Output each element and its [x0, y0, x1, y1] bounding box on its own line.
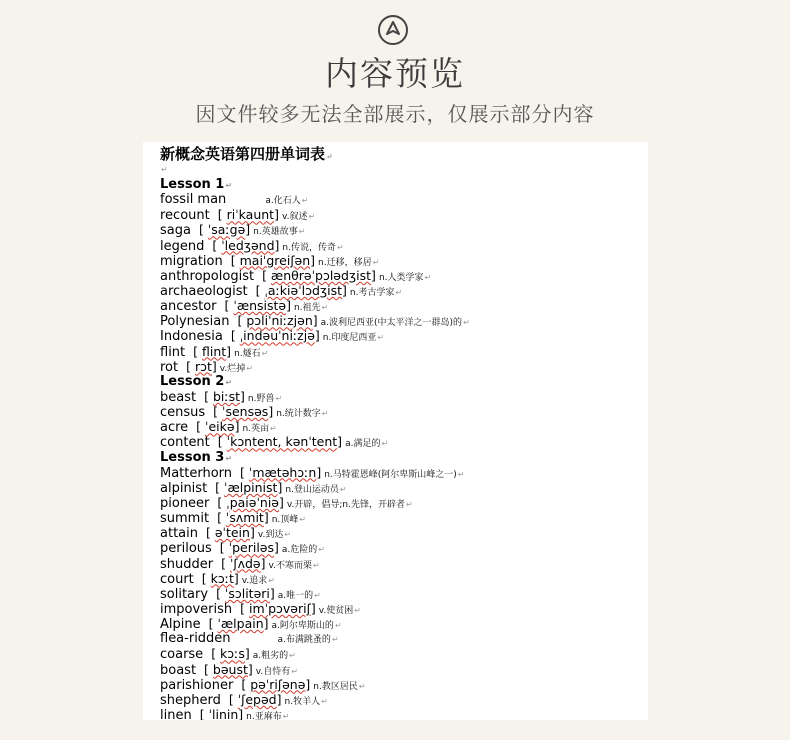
phonetic-text: ˈkɔntent, kənˈtent — [226, 434, 338, 450]
entry-word: pioneer — [160, 495, 210, 511]
phonetic-text: ˌaːkiəˈlɔdʒist — [264, 282, 343, 298]
phonetic-text: ˈperiləs — [228, 540, 275, 556]
entry-definition: a.化石人 — [265, 196, 301, 207]
entry-phonetic: [ ˈeikə] — [196, 419, 240, 435]
entry-word: solitary — [160, 586, 209, 602]
vocab-entry — [160, 556, 640, 571]
entry-word: alpinist — [160, 480, 208, 496]
paragraph-mark: ↵ — [314, 590, 321, 600]
paragraph-mark: ↵ — [299, 515, 306, 525]
vocab-entry — [160, 616, 640, 631]
paragraph-mark: ↵ — [313, 560, 320, 570]
entry-phonetic: [ ˈperiləs] — [219, 540, 279, 556]
entry-definition: n.燧石 — [234, 348, 261, 359]
lesson-label: Lesson 1 — [160, 177, 225, 192]
paragraph-mark: ↵ — [395, 287, 403, 297]
entry-definition: n.统计数字 — [276, 409, 321, 420]
vocab-entry — [160, 268, 640, 283]
vocab-entry — [160, 707, 640, 720]
entry-word: beast — [160, 389, 197, 405]
entry-word: summit — [160, 511, 210, 527]
paragraph-mark: ↵ — [331, 635, 339, 645]
vocab-entry — [160, 525, 640, 540]
entry-word: content — [160, 435, 210, 451]
phonetic-text: flint — [202, 343, 227, 359]
paragraph-mark: ↵ — [321, 409, 329, 419]
entry-definition: n.登山运动员 — [285, 484, 339, 495]
paragraph-mark: ↵ — [284, 530, 292, 540]
entry-phonetic: [ imˈpɔvəriʃ] — [240, 600, 316, 616]
entry-definition: n.人类学家 — [378, 272, 424, 283]
phonetic-text: ˈsʌmit — [225, 510, 264, 526]
paragraph-mark: ↵ — [463, 318, 470, 328]
preview-header — [0, 0, 790, 140]
vocab-entry — [160, 253, 640, 268]
phonetic-text: riˈkaunt — [226, 207, 275, 223]
entry-phonetic: [ ˈlinin] — [199, 706, 244, 720]
vocab-entry — [160, 495, 640, 510]
paragraph-mark: ↵ — [318, 545, 325, 555]
vocab-entry — [160, 238, 640, 253]
entry-word: parishioner — [160, 677, 234, 693]
paragraph-mark: ↵ — [308, 212, 316, 222]
entry-definition: n.牧羊人 — [284, 696, 321, 707]
entry-word: Matterhorn — [160, 465, 233, 481]
entry-phonetic: [ riˈkaunt] — [217, 207, 279, 223]
entry-word: migration — [160, 253, 223, 269]
entry-phonetic: [ biːst] — [204, 388, 245, 404]
entry-definition: n.印度尼西亚 — [322, 333, 377, 344]
phonetic-text: ˈlinin — [208, 706, 239, 720]
entry-word: coarse — [160, 647, 204, 663]
entry-word: anthropologist — [160, 268, 255, 284]
paragraph-mark: ↵ — [321, 696, 328, 706]
phonetic-text: ænθrəˈpɔlədʒist — [270, 267, 372, 283]
entry-definition: a.粗劣的 — [252, 651, 289, 662]
vocab-entry — [160, 283, 640, 298]
vocab-entry — [160, 434, 640, 449]
lesson-label: Lesson 2 — [160, 373, 225, 389]
entry-word: Polynesian — [160, 314, 230, 330]
paragraph-mark: ↵ — [270, 424, 277, 434]
entry-definition: a.危险的 — [281, 545, 318, 556]
vocab-entry — [160, 359, 640, 374]
phonetic-text: ˈænsistə — [233, 298, 287, 314]
vocab-entry — [160, 298, 640, 313]
phonetic-text: ˌindəuˈniːzjə — [239, 328, 315, 344]
paragraph-mark: ↵ — [268, 575, 275, 585]
entry-phonetic: [ ˈælpain] — [208, 616, 269, 632]
entry-definition: v.到达 — [257, 530, 284, 541]
entry-definition: a.唯一的 — [277, 590, 314, 601]
entry-phonetic: [ ˌpaiəˈniə] — [217, 494, 284, 510]
paragraph-mark: ↵ — [358, 681, 366, 691]
page-subtitle: 因文件较多无法全部展示，仅展示部分内容 — [195, 102, 595, 126]
entry-word: saga — [160, 223, 191, 239]
entry-word: attain — [160, 526, 198, 542]
phonetic-text: ˈælpain — [217, 616, 264, 632]
entry-word: perilous — [160, 541, 212, 557]
vocab-entry — [160, 328, 640, 343]
paragraph-mark: ↵ — [225, 377, 233, 387]
entry-phonetic: [ ænθrəˈpɔlədʒist] — [262, 267, 376, 283]
vocab-entry — [160, 586, 640, 601]
entry-phonetic: [ maiˈgreiʃən] — [230, 252, 316, 268]
entry-phonetic: [ bəust] — [204, 661, 253, 677]
phonetic-text: maiˈgreiʃən — [239, 252, 311, 268]
entry-phonetic: [ ˈsʌmit] — [217, 510, 269, 526]
entry-phonetic: [ ˈledʒənd] — [212, 237, 280, 253]
entry-definition: n.祖先 — [294, 303, 321, 314]
entry-word: recount — [160, 208, 210, 224]
entry-definition: v.不寒而栗 — [268, 560, 313, 571]
paragraph-mark: ↵ — [298, 227, 306, 237]
paragraph-mark: ↵ — [457, 469, 465, 479]
paragraph-mark: ↵ — [321, 303, 329, 313]
entry-definition: a.满足的 — [345, 439, 381, 450]
entry-phonetic: [ ˌaːkiəˈlɔdʒist] — [255, 282, 347, 298]
phonetic-text: bəust — [212, 661, 248, 677]
entry-word: Indonesia — [160, 329, 223, 345]
entry-phonetic: [ flint] — [193, 343, 232, 359]
phonetic-text: ˈsaːgə — [207, 222, 246, 238]
vocab-entry — [160, 404, 640, 419]
vocab-entry — [160, 192, 640, 207]
paragraph-mark: ↵ — [275, 393, 283, 403]
paragraph-mark: ↵ — [334, 621, 342, 631]
paragraph-mark: ↵ — [301, 196, 309, 206]
entry-word: flint — [160, 344, 186, 360]
entry-word: shepherd — [160, 692, 221, 708]
arrow-up-circle-icon[interactable] — [378, 15, 408, 45]
vocabulary-list — [160, 177, 640, 720]
entry-definition: n.考古学家 — [349, 287, 395, 298]
vocab-entry — [160, 207, 640, 222]
entry-word: linen — [160, 707, 192, 720]
lesson-heading — [160, 177, 640, 192]
entry-definition: v.烂掉 — [219, 363, 246, 374]
entry-definition: n.野兽 — [247, 393, 275, 404]
paragraph-mark: ↵ — [289, 651, 296, 661]
paragraph-mark: ↵ — [372, 257, 380, 267]
entry-word: impoverish — [160, 601, 233, 617]
paragraph-mark: ↵ — [161, 165, 168, 174]
entry-word: archaeologist — [160, 283, 248, 299]
paragraph-mark: ↵ — [246, 363, 253, 373]
entry-phonetic: [ ˈmætəhɔːn] — [240, 464, 322, 480]
paragraph-mark: ↵ — [381, 439, 389, 449]
entry-phonetic: [ ˈælpinist] — [215, 479, 283, 495]
entry-phonetic: [ rɔt] — [186, 358, 217, 374]
phonetic-text: ˈʃepəd — [237, 691, 277, 707]
phonetic-text: biːst — [212, 388, 240, 404]
vocab-entry — [160, 389, 640, 404]
paragraph-mark: ↵ — [261, 348, 269, 358]
entry-definition: v.使贫困 — [318, 605, 354, 616]
vocab-entry — [160, 344, 640, 359]
entry-definition: n.英亩 — [242, 424, 270, 435]
entry-phonetic: [ ˈsensəs] — [213, 404, 274, 420]
phonetic-text: ˈledʒənd — [221, 237, 275, 253]
entry-definition: n.顶峰 — [271, 515, 299, 526]
phonetic-text: rɔt — [194, 358, 212, 374]
phonetic-text: kɔːs — [220, 646, 245, 662]
entry-definition: v.开辟，倡导;n.先锋，开辟者 — [286, 499, 405, 510]
vocab-entry — [160, 313, 640, 328]
entry-word: legend — [160, 238, 205, 254]
entry-phonetic: [ ˈʃepəd] — [228, 691, 282, 707]
entry-phonetic: [ ˌindəuˈniːzjə] — [230, 328, 320, 344]
page-title: 内容预览 — [325, 54, 465, 93]
lesson-heading — [160, 374, 640, 389]
phonetic-text: ˈsɔlitəri — [224, 585, 270, 601]
document-preview — [143, 142, 648, 720]
phonetic-text: pɔliˈniːzjən — [246, 313, 313, 329]
entry-word: rot — [160, 359, 179, 375]
phonetic-text: ˈælpinist — [224, 479, 278, 495]
paragraph-mark: ↵ — [377, 333, 385, 343]
entry-phonetic: [ ˈkɔntent, kənˈtent] — [217, 434, 343, 450]
lesson-heading — [160, 450, 640, 465]
phonetic-text: ˈeikə — [205, 419, 235, 435]
phonetic-text: ˈmætəhɔːn — [248, 464, 317, 480]
vocab-entry — [160, 662, 640, 677]
entry-definition: v.追求 — [241, 575, 268, 586]
phonetic-text: ˈʃʌdə — [229, 555, 261, 571]
entry-phonetic: [ kɔːt] — [201, 570, 239, 586]
phonetic-text: pəˈriʃənə — [250, 676, 306, 692]
entry-phonetic: [ kɔːs] — [211, 646, 250, 662]
vocab-entry — [160, 601, 640, 616]
entry-definition: v.叙述 — [281, 212, 308, 223]
paragraph-mark: ↵ — [354, 605, 361, 615]
paragraph-mark: ↵ — [405, 499, 413, 509]
phonetic-text: əˈtein — [214, 525, 250, 541]
paragraph-mark: ↵ — [291, 666, 298, 676]
vocab-entry — [160, 571, 640, 586]
vocab-entry — [160, 480, 640, 495]
lesson-label: Lesson 3 — [160, 449, 225, 465]
phonetic-text: ˈsensəs — [222, 404, 269, 420]
entry-definition: n.教区居民 — [313, 681, 358, 692]
vocab-entry — [160, 540, 640, 555]
paragraph-mark: ↵ — [339, 484, 347, 494]
vocab-entry — [160, 631, 640, 646]
vocab-entry — [160, 692, 640, 707]
entry-definition: a.布满跳蚤的 — [277, 635, 331, 646]
vocab-entry — [160, 677, 640, 692]
entry-definition: a.阿尔卑斯山的 — [271, 621, 334, 632]
entry-word: court — [160, 571, 194, 587]
phonetic-text: imˈpɔvəriʃ — [249, 600, 311, 616]
entry-definition: v.自恃有 — [255, 666, 291, 677]
blank-paragraph — [160, 163, 640, 177]
entry-definition: n.亚麻布 — [246, 711, 282, 720]
phonetic-text: kɔːt — [210, 570, 234, 586]
paragraph-mark: ↵ — [225, 181, 233, 190]
entry-phonetic: [ pɔliˈniːzjən] — [237, 313, 318, 329]
entry-word: flea-ridden — [160, 631, 231, 647]
vocab-entry — [160, 465, 640, 480]
entry-word: census — [160, 405, 206, 421]
phonetic-text: ˌpaiəˈniə — [226, 494, 279, 510]
paragraph-mark: ↵ — [282, 711, 290, 720]
entry-word: boast — [160, 662, 197, 678]
entry-word: ancestor — [160, 299, 217, 315]
entry-definition: n.英雄故事 — [253, 227, 298, 238]
vocab-entry — [160, 646, 640, 661]
entry-phonetic: [ ˈsaːgə] — [198, 222, 251, 238]
entry-word: Alpine — [160, 617, 201, 633]
paragraph-mark: ↵ — [326, 151, 333, 161]
paragraph-mark: ↵ — [424, 272, 432, 282]
entry-word: shudder — [160, 556, 214, 572]
entry-phonetic: [ ˈʃʌdə] — [221, 555, 266, 571]
entry-phonetic: [ ˈænsistə] — [224, 298, 292, 314]
paragraph-mark: ↵ — [337, 242, 344, 252]
vocab-entry — [160, 510, 640, 525]
entry-phonetic: [ əˈtein] — [205, 525, 255, 541]
entry-word: acre — [160, 420, 189, 436]
document-title: 新概念英语第四册单词表↵ — [160, 145, 333, 163]
entry-definition: n.迁移，移居 — [318, 257, 372, 268]
entry-word: fossil man — [160, 192, 227, 208]
entry-definition: n.马特霍恩峰(阿尔卑斯山峰之一) — [324, 469, 457, 480]
vocab-entry — [160, 419, 640, 434]
paragraph-mark: ↵ — [225, 453, 233, 463]
entry-phonetic: [ ˈsɔlitəri] — [216, 585, 275, 601]
entry-definition: n.传说，传奇 — [282, 242, 336, 253]
entry-phonetic: [ pəˈriʃənə] — [241, 676, 311, 692]
vocab-entry — [160, 222, 640, 237]
document-content — [160, 145, 640, 720]
entry-definition: a.波利尼西亚(中太平洋之一群岛)的 — [320, 318, 463, 329]
